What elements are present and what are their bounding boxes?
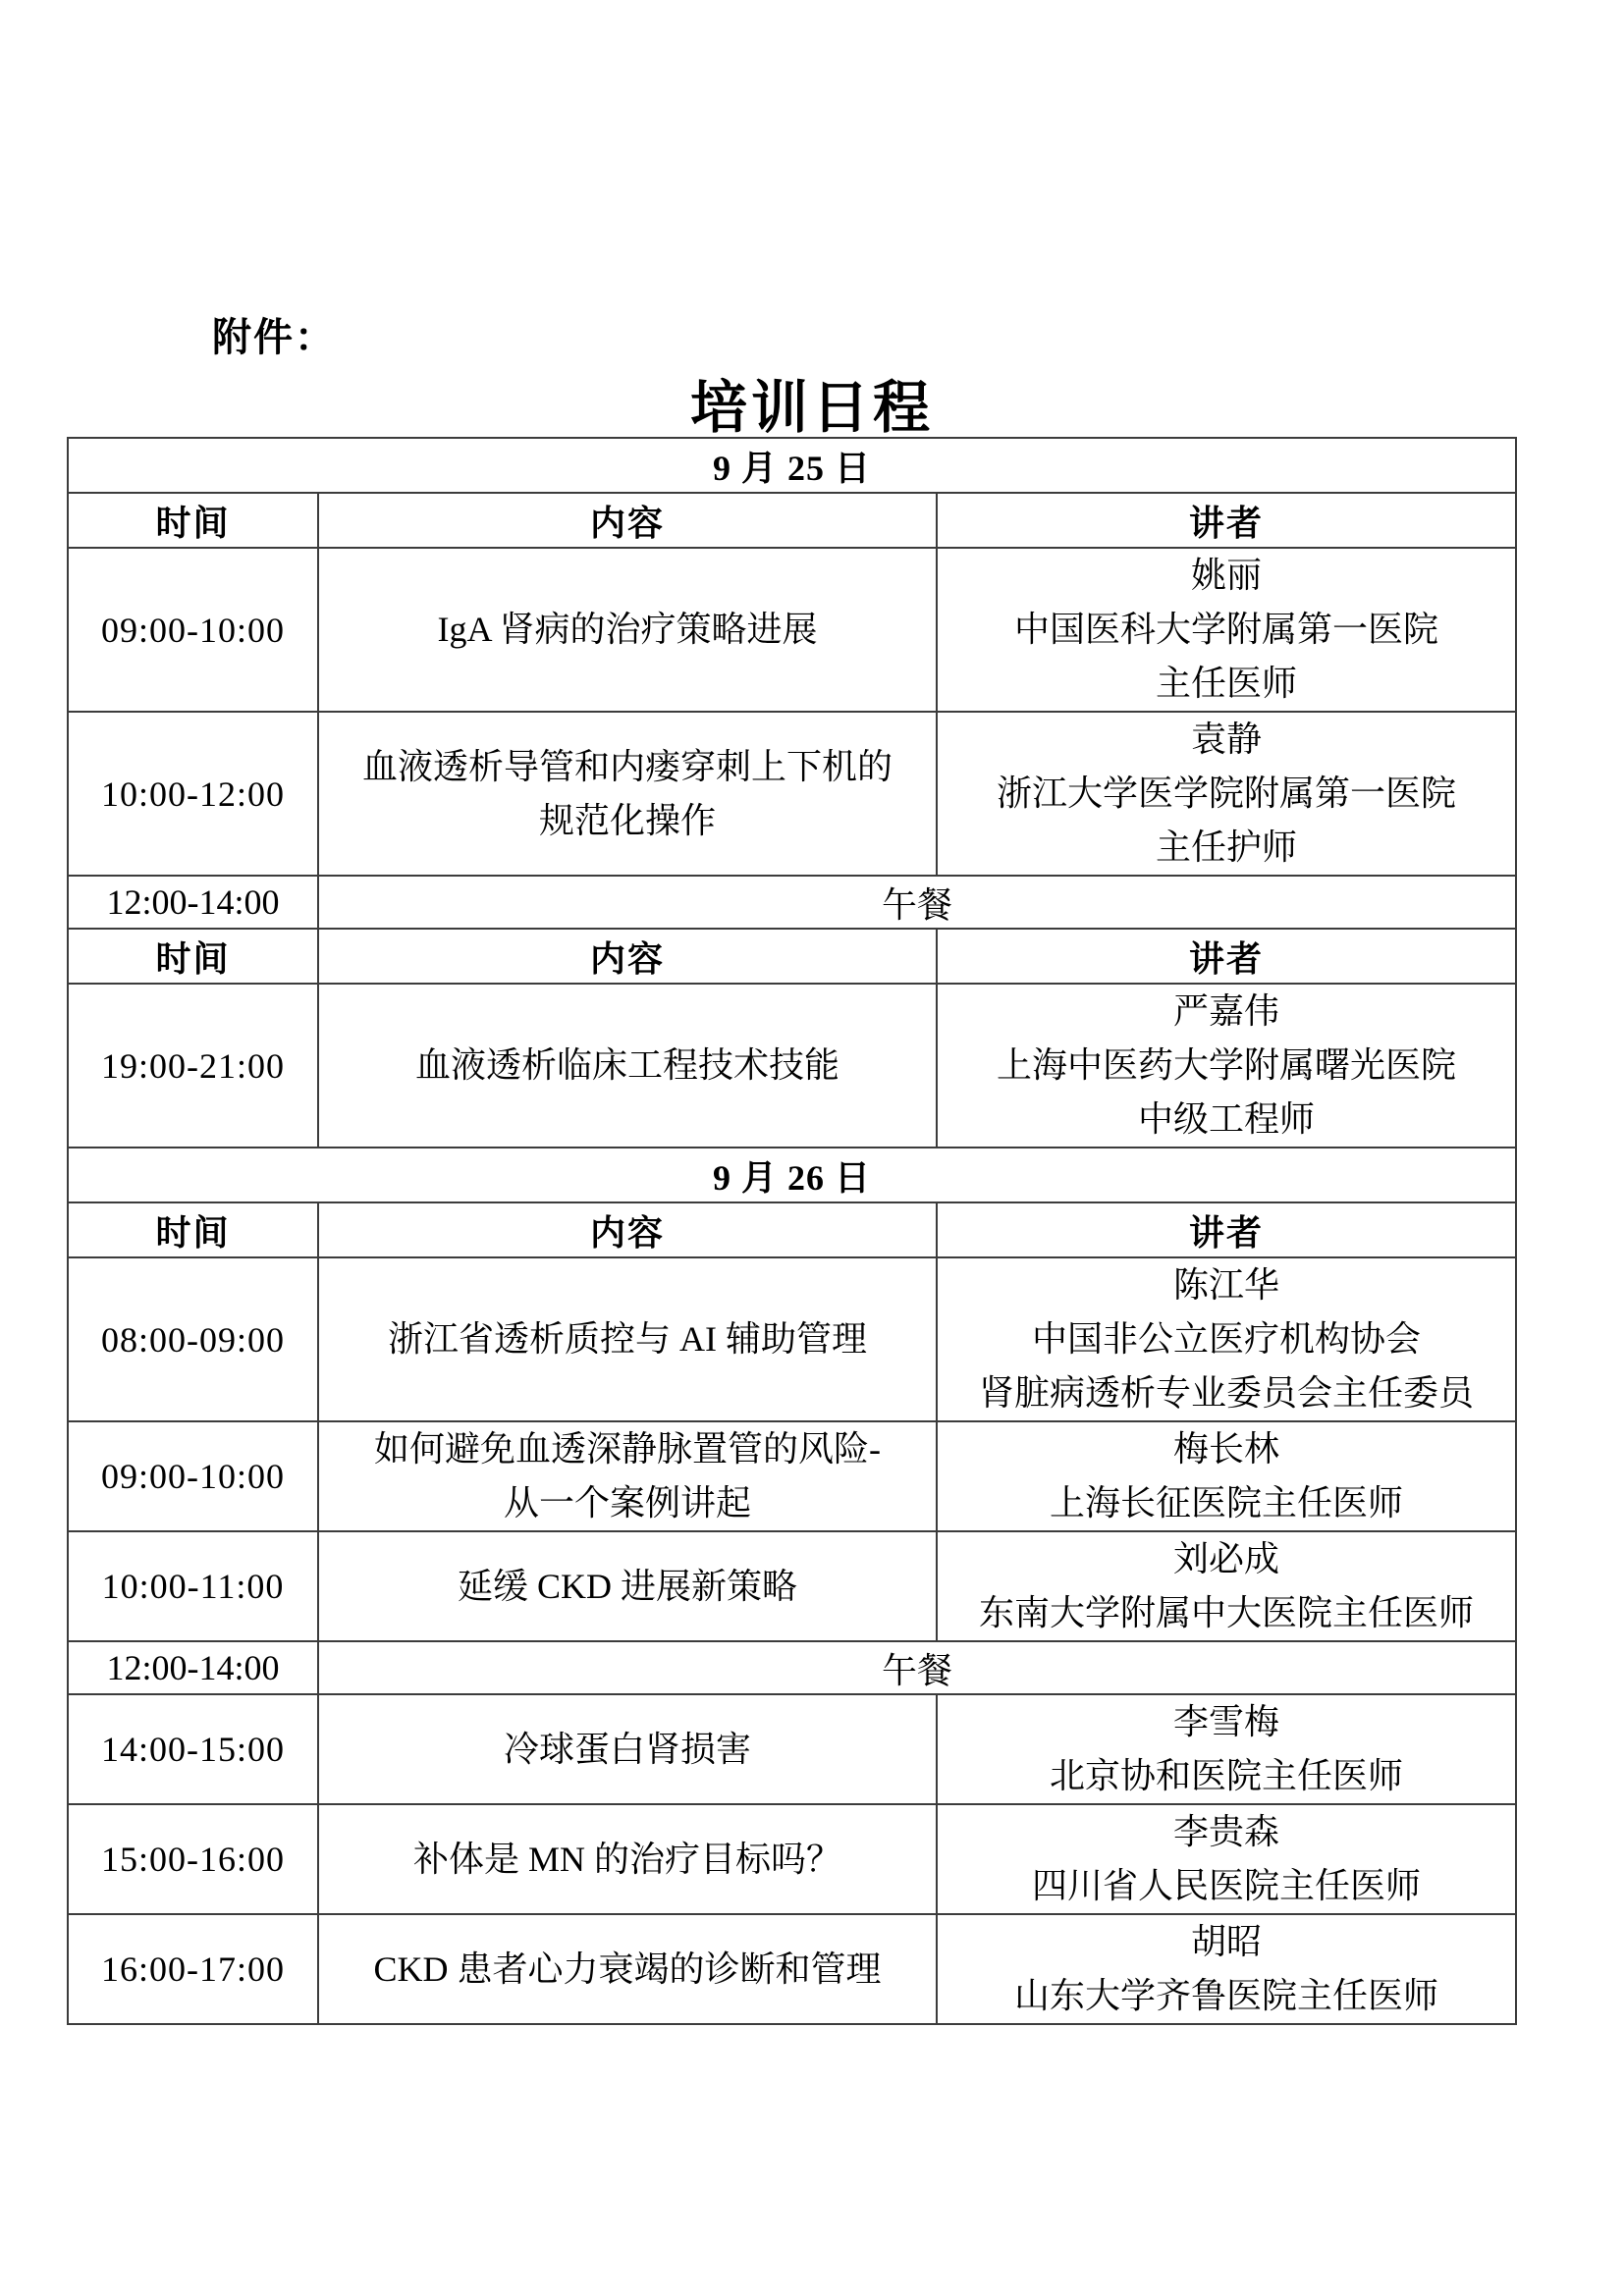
text-line: 中级工程师 bbox=[1138, 1099, 1316, 1139]
speaker-cell bbox=[937, 1257, 1516, 1421]
header-row bbox=[68, 929, 1516, 984]
content-cell bbox=[318, 1914, 937, 2024]
header-time-cell: 时间 bbox=[68, 1202, 318, 1257]
text-line: 浙江大学医学院附属第一医院 bbox=[997, 774, 1457, 813]
speaker-cell bbox=[937, 1804, 1516, 1914]
content-cell bbox=[318, 984, 937, 1148]
time-cell: 08:00-09:00 bbox=[68, 1257, 318, 1421]
text-line: 姚丽 bbox=[1191, 556, 1263, 595]
header-time-cell: 时间 bbox=[68, 929, 318, 984]
time-cell: 09:00-10:00 bbox=[68, 1421, 318, 1531]
text-line: 延缓 CKD 进展新策略 bbox=[457, 1566, 797, 1606]
header-content-cell: 内容 bbox=[318, 493, 937, 548]
lunch-row bbox=[68, 876, 1516, 929]
content-cell bbox=[318, 1421, 937, 1531]
text-line: 补体是 MN 的治疗目标吗？ bbox=[412, 1839, 841, 1879]
session-row bbox=[68, 1257, 1516, 1421]
session-row bbox=[68, 1694, 1516, 1804]
content-cell bbox=[318, 1804, 937, 1914]
header-content-cell: 内容 bbox=[318, 1202, 937, 1257]
speaker-cell bbox=[937, 548, 1516, 712]
text-line: 李贵森 bbox=[1173, 1812, 1280, 1851]
session-row bbox=[68, 1804, 1516, 1914]
header-row bbox=[68, 1202, 1516, 1257]
time-cell: 12:00-14:00 bbox=[68, 1641, 318, 1694]
page-title: 培训日程 bbox=[689, 376, 934, 440]
text-line: 山东大学齐鲁医院主任医师 bbox=[1014, 1976, 1439, 2015]
text-line: 袁静 bbox=[1191, 720, 1263, 759]
text-line: 梅长林 bbox=[1173, 1429, 1280, 1468]
text-line: 如何避免血透深静脉置管的风险- bbox=[374, 1429, 881, 1468]
text-line: 刘必成 bbox=[1173, 1539, 1280, 1578]
text-line: 浙江省透析质控与 AI 辅助管理 bbox=[388, 1319, 867, 1359]
session-row bbox=[68, 548, 1516, 712]
text-line: IgA 肾病的治疗策略进展 bbox=[437, 610, 818, 649]
time-cell: 10:00-11:00 bbox=[68, 1531, 318, 1641]
date-cell: 9 月 26 日 bbox=[68, 1148, 1516, 1202]
content-cell bbox=[318, 1531, 937, 1641]
lunch-cell: 午餐 bbox=[318, 876, 1516, 929]
time-cell: 10:00-12:00 bbox=[68, 712, 318, 876]
attachment-label: 附件： bbox=[212, 316, 336, 359]
session-row bbox=[68, 1914, 1516, 2024]
text-line: 肾脏病透析专业委员会主任委员 bbox=[979, 1373, 1475, 1413]
text-line: 李雪梅 bbox=[1173, 1702, 1280, 1741]
text-line: 主任医师 bbox=[1156, 664, 1298, 703]
speaker-cell bbox=[937, 712, 1516, 876]
text-line: 主任护师 bbox=[1156, 828, 1298, 867]
speaker-cell bbox=[937, 1531, 1516, 1641]
text-line: 中国医科大学附属第一医院 bbox=[1014, 610, 1439, 649]
schedule-table bbox=[67, 437, 1517, 2025]
text-line: 中国非公立医疗机构协会 bbox=[1032, 1319, 1422, 1359]
text-line: 上海长征医院主任医师 bbox=[1050, 1483, 1404, 1522]
session-row bbox=[68, 712, 1516, 876]
speaker-cell bbox=[937, 1421, 1516, 1531]
text-line: 从一个案例讲起 bbox=[503, 1483, 751, 1522]
header-time-cell: 时间 bbox=[68, 493, 318, 548]
header-row bbox=[68, 493, 1516, 548]
speaker-cell bbox=[937, 1914, 1516, 2024]
content-cell bbox=[318, 712, 937, 876]
speaker-cell bbox=[937, 984, 1516, 1148]
text-line: 冷球蛋白肾损害 bbox=[503, 1729, 751, 1769]
text-line: 胡昭 bbox=[1191, 1922, 1263, 1961]
text-line: 陈江华 bbox=[1173, 1265, 1280, 1305]
time-cell: 14:00-15:00 bbox=[68, 1694, 318, 1804]
lunch-cell: 午餐 bbox=[318, 1641, 1516, 1694]
header-speaker-cell: 讲者 bbox=[937, 929, 1516, 984]
text-line: 北京协和医院主任医师 bbox=[1050, 1756, 1404, 1795]
time-cell: 12:00-14:00 bbox=[68, 876, 318, 929]
text-line: 四川省人民医院主任医师 bbox=[1032, 1866, 1422, 1905]
date-row bbox=[68, 1148, 1516, 1202]
date-row bbox=[68, 438, 1516, 493]
text-line: 上海中医药大学附属曙光医院 bbox=[997, 1045, 1457, 1085]
text-line: 血液透析导管和内瘘穿刺上下机的 bbox=[361, 746, 893, 786]
header-content-cell: 内容 bbox=[318, 929, 937, 984]
session-row bbox=[68, 1531, 1516, 1641]
schedule-table-body bbox=[68, 438, 1516, 2024]
header-speaker-cell: 讲者 bbox=[937, 1202, 1516, 1257]
content-cell bbox=[318, 1694, 937, 1804]
text-line: 东南大学附属中大医院主任医师 bbox=[979, 1593, 1475, 1632]
text-line: 血液透析临床工程技术技能 bbox=[414, 1045, 839, 1085]
time-cell: 19:00-21:00 bbox=[68, 984, 318, 1148]
text-line: 规范化操作 bbox=[538, 800, 716, 840]
header-speaker-cell: 讲者 bbox=[937, 493, 1516, 548]
content-cell bbox=[318, 548, 937, 712]
speaker-cell bbox=[937, 1694, 1516, 1804]
session-row bbox=[68, 984, 1516, 1148]
content-cell bbox=[318, 1257, 937, 1421]
text-line: CKD 患者心力衰竭的诊断和管理 bbox=[373, 1949, 882, 1989]
date-cell: 9 月 25 日 bbox=[68, 438, 1516, 493]
time-cell: 09:00-10:00 bbox=[68, 548, 318, 712]
text-line: 严嘉伟 bbox=[1173, 991, 1280, 1031]
lunch-row bbox=[68, 1641, 1516, 1694]
time-cell: 16:00-17:00 bbox=[68, 1914, 318, 2024]
session-row bbox=[68, 1421, 1516, 1531]
time-cell: 15:00-16:00 bbox=[68, 1804, 318, 1914]
